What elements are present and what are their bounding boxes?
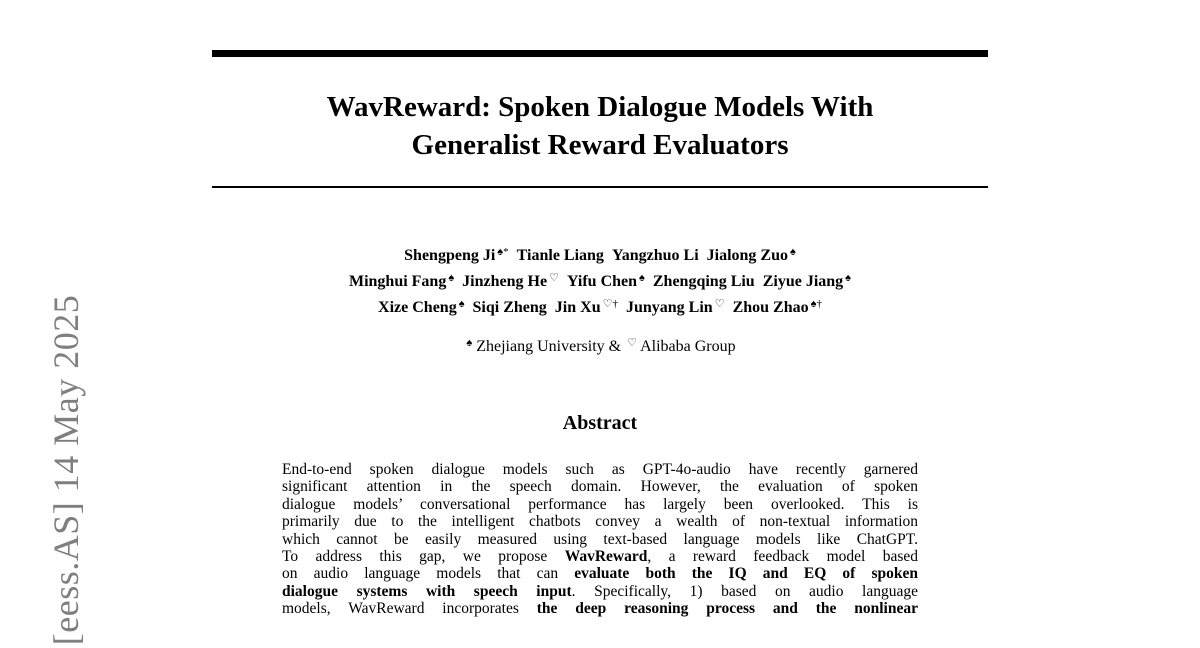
- author: [707, 247, 796, 264]
- author: [612, 247, 699, 264]
- abstract-line: [282, 565, 918, 582]
- author-name: Jinzheng He: [462, 273, 548, 290]
- author-name: Yifu Chen: [566, 273, 638, 290]
- abstract-text: which cannot be easily measured using text-based language models like ChatGPT.: [282, 530, 918, 548]
- affiliation-1: Zhejiang University &: [476, 338, 626, 355]
- affiliation-mark-1: ♠: [466, 337, 473, 349]
- author-name: Siqi Zheng: [472, 299, 547, 316]
- author: [653, 273, 755, 290]
- abstract-line: [282, 548, 918, 565]
- author-name: Xize Cheng: [378, 299, 457, 316]
- author: [404, 247, 508, 264]
- abstract-line: [282, 513, 918, 530]
- abstract-text: dialogue models’ conversational performance has largely been overlooked. This is: [282, 495, 918, 513]
- author-affiliation-mark: ♠: [639, 272, 645, 284]
- author-name: Jin Xu: [554, 299, 601, 316]
- title-rule: [212, 186, 988, 188]
- author: [462, 273, 559, 290]
- author-affiliation-mark: ♠: [790, 246, 796, 258]
- author-name: Zhou Zhao: [732, 299, 809, 316]
- affiliations: [212, 332, 988, 358]
- author: [626, 299, 725, 316]
- author-affiliation-mark: ♡†: [602, 298, 618, 310]
- affiliation-mark-2: ♡: [627, 337, 637, 349]
- abstract-bold-text: the deep reasoning process and the nonlinear: [536, 600, 918, 618]
- abstract-text: primarily due to the intelligent chatbots convey a wealth of non-textual information: [282, 513, 918, 531]
- author-line-2: [212, 267, 988, 293]
- abstract-line: [282, 583, 918, 600]
- author: [517, 247, 604, 264]
- abstract-bold-text: WavReward: [564, 548, 648, 566]
- abstract-line: [282, 600, 918, 617]
- abstract-line: [282, 478, 918, 495]
- author-affiliation-mark: ♠: [845, 272, 852, 284]
- author-name: Minghui Fang: [348, 273, 447, 290]
- author-affiliation-mark: ♡: [714, 298, 725, 310]
- author-affiliation-mark: ♠: [458, 298, 465, 310]
- author: [763, 273, 851, 290]
- abstract-text: To address this gap, we propose: [282, 548, 565, 566]
- author-affiliation-mark: ♠†: [810, 298, 822, 310]
- abstract-body: [282, 461, 918, 618]
- author-name: Tianle Liang: [516, 247, 604, 264]
- abstract-text: models, WavReward incorporates: [282, 600, 537, 618]
- arxiv-stamp: [eess.AS] 14 May 2025: [46, 294, 86, 646]
- author: [473, 299, 547, 316]
- author-line-3: [212, 293, 988, 319]
- top-rule: [212, 50, 988, 57]
- affiliation-2: Alibaba Group: [640, 338, 736, 355]
- author-name: Zhengqing Liu: [652, 273, 755, 290]
- abstract-text: End-to-end spoken dialogue models such as GPT-4o-audio have recently garnered: [282, 461, 918, 478]
- author-list: [212, 241, 988, 319]
- author-name: Yangzhuo Li: [611, 247, 699, 264]
- abstract-bold-text: evaluate both the IQ and EQ of spoken: [574, 565, 918, 583]
- author-line-1: [212, 241, 988, 267]
- author: [567, 273, 645, 290]
- author-name: Junyang Lin: [625, 299, 713, 316]
- author-name: Ziyue Jiang: [762, 273, 844, 290]
- title-line-2: Generalist Reward Evaluators: [411, 129, 789, 161]
- abstract-heading: Abstract: [562, 412, 638, 434]
- abstract-line: [282, 461, 918, 478]
- author-name: Jialong Zuo: [706, 247, 788, 264]
- author-name: Shengpeng Ji: [404, 247, 496, 264]
- abstract-text: . Specifically, 1) based on audio language: [571, 582, 918, 600]
- abstract-text: on audio language models that can: [282, 565, 575, 583]
- author: [349, 273, 454, 290]
- author-affiliation-mark: ♠*: [497, 246, 509, 258]
- author: [378, 299, 465, 316]
- paper-title: [212, 88, 988, 164]
- abstract-line: [282, 496, 918, 513]
- abstract-bold-text: dialogue systems with speech input: [282, 582, 572, 600]
- author: [733, 299, 822, 316]
- title-line-1: WavReward: Spoken Dialogue Models With: [326, 91, 874, 123]
- abstract-text: , a reward feedback model based: [647, 548, 918, 566]
- abstract-text: significant attention in the speech domain. However, the evaluation of spoken: [282, 478, 918, 496]
- author-affiliation-mark: ♠: [448, 272, 455, 284]
- author: [555, 299, 618, 316]
- abstract-line: [282, 531, 918, 548]
- author-affiliation-mark: ♡: [549, 272, 559, 284]
